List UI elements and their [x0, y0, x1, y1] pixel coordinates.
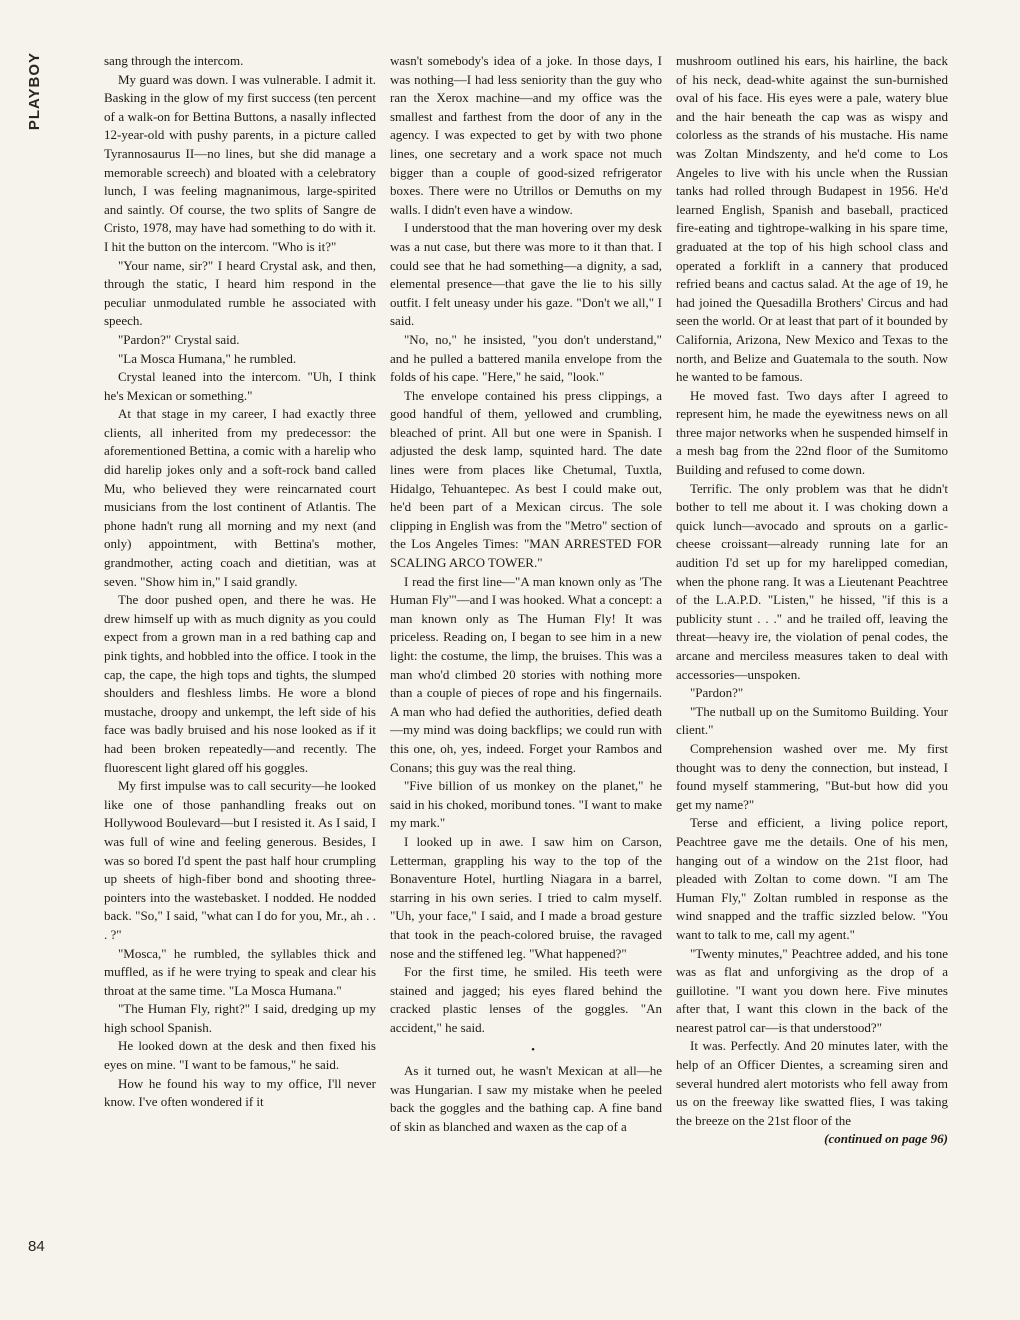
text-column-3	[676, 52, 948, 1302]
paragraph: I understood that the man hovering over my desk was a nut case, but there was more to it than that. I could see that he had something—a dignity, a sad, elemental presence—that gave the lie to his silly outfit. I felt uneasy under his gaze. "Don't we all," I said.	[390, 220, 662, 329]
paragraph: For the first time, he smiled. His teeth were stained and jagged; his eyes flared behind the cracked plastic lenses of the goggles. "An accident," he said.	[390, 964, 662, 1035]
paragraph: I read the first line—"A man known only as 'The Human Fly'"—and I was hooked. What a concept: a man known only as The Human Fly! It was priceless. Reading on, I began to see him in a new light: the costume, the limp, the bruises. This was a man who'd climbed 20 stories with nothing more than a couple of pieces of rope and his fingernails. A man who had defied the authorities, defied death—my mind was doing backflips; we could run with this one, oh, yes, indeed. Forget your Rambos and Conans; this guy was the real thing.	[390, 573, 662, 775]
paragraph: Comprehension washed over me. My first thought was to deny the connection, but instead, I found myself stammering, "But-but how did you get my name?"	[676, 740, 948, 812]
paragraph: sang through the intercom.	[104, 53, 244, 68]
paragraph: "Pardon?"	[690, 685, 744, 701]
paragraph: Crystal leaned into the intercom. "Uh, I think he's Mexican or something."	[104, 369, 376, 403]
paragraph: As it turned out, he wasn't Mexican at all—he was Hungarian. I saw my mistake when he peeled back the goggles and the bathing cap. A fine band of skin as blanched and waxen as the cap of a	[390, 1063, 662, 1134]
magazine-name: PLAYBOY	[26, 52, 43, 131]
section-break: •	[531, 1044, 535, 1057]
paragraph: "Your name, sir?" I heard Crystal ask, and then, through the static, I heard him respond in the peculiar unmodulated rumble he associated with speech.	[104, 257, 376, 329]
paragraph: My first impulse was to call security—he looked like one of those panhandling freaks out on Hollywood Boulevard—but I resisted it. As I said, I was full of wine and feeling generous. Besides, I was so bored I'd spent the past half hour crumpling up sheets of high-fiber bond and shooting three-pointers into the wastebasket. I nodded. He nodded back. "So," I said, "what can I do for you, Mr., ah . . . ?"	[104, 778, 376, 942]
paragraph: He looked down at the desk and then fixed his eyes on mine. "I want to be famous," he said.	[104, 1038, 376, 1073]
paragraph: Terse and efficient, a living police report, Peachtree gave me the details. One of his men, hanging out of a window on the 21st floor, had pleaded with Zoltan to come down. "I am The Human Fly," Zoltan rumbled in response as the wind snapped and the traffic sizzled below. "You want to talk to me, call my agent."	[676, 815, 948, 942]
continued-notice: (continued on page 96)	[824, 1131, 948, 1147]
paragraph: "The Human Fly, right?" I said, dredging up my high school Spanish.	[104, 1001, 376, 1035]
text-column-2	[390, 52, 662, 1302]
paragraph: He moved fast. Two days after I agreed to represent him, he made the eyewitness news on all three major networks when he suspended himself in a mesh bag from the 22nd floor of the Sumitomo Building and refused to come down.	[676, 387, 948, 478]
paragraph: "Five billion of us monkey on the planet," he said in his choked, moribund tones. "I want to make my mark."	[390, 778, 662, 831]
paragraph: At that stage in my career, I had exactly three clients, all inherited from my predecessor: the aforementioned Bettina, a comic with a harelip who did harelip jokes only and a soft-rock band called Mu, who believed they were reincarnated court musicians from the lost continent of Atlantis. The phone hadn't rung all morning and my next (and only) appointment, with Bettina's mother, grandmother, acting coach and dietitian, was at seven. "Show him in," I said grandly.	[104, 406, 376, 589]
paragraph: "The nutball up on the Sumitomo Building. Your client."	[676, 703, 948, 738]
paragraph: "Mosca," he rumbled, the syllables thick and muffled, as if he were trying to speak and clear his throat at the same time. "La Mosca Humana."	[104, 945, 376, 998]
paragraph: "Twenty minutes," Peachtree added, and his tone was as flat and unforgiving as the drop of a guillotine. "I want you down here. Five minutes after that, I want this clown in the back of the nearest patrol car—is that understood?"	[676, 945, 948, 1035]
paragraph: The door pushed open, and there he was. He drew himself up with as much dignity as you could expect from a grown man in a red bathing cap and pink tights, and hobbled into the office. I took in the cap, the cape, the high tops and tights, the slumped shoulders and fleshless limbs. He wore a blond mustache, droopy and unkempt, the left side of his face was badly bruised and his nose looked as if it had been broken repeatedly—and recently. The fluorescent light glared off his goggles.	[104, 592, 376, 775]
paragraph: The envelope contained his press clippings, a good handful of them, yellowed and crumbling, bleached of print. All but one were in Spanish. I adjusted the desk lamp, squinted hard. The date lines were from places like Chetumal, Tuxtla, Hidalgo, Tehuantepec. As best I could make out, he'd been part of a Mexican circus. The sole clipping in English was from the "Metro" section of the Los Angeles Times: "MAN ARRESTED FOR SCALING ARCO TOWER."	[390, 387, 662, 571]
paragraph: "La Mosca Humana," he rumbled.	[118, 350, 297, 366]
page-number: 84	[28, 1238, 45, 1255]
paragraph: Terrific. The only problem was that he didn't bother to tell me about it. I was choking down a quick lunch—avocado and sprouts on a garlic-cheese croissant—already running late for an audition I'd set up for my harelipped comedian, when the phone rang. It was a Lieutenant Peachtree of the L.A.P.D. "Listen," he hissed, "if this is a publicity stunt . . ." and he trailed off, leaving the threat—heavy ire, the violation of penal codes, the arcane and merciless measures taken to deal with accessories—unspoken.	[676, 480, 948, 682]
paragraph: "Pardon?" Crystal said.	[118, 331, 240, 347]
paragraph: It was. Perfectly. And 20 minutes later, with the help of an Officer Dientes, a screaming siren and several hundred alert motorists who fell away from us on the freeway like swatted flies, I was taking the breeze on the 21st floor of the	[676, 1038, 948, 1128]
paragraph: How he found his way to my office, I'll never know. I've often wondered if it	[104, 1075, 376, 1110]
paragraph: I looked up in awe. I saw him on Carson, Letterman, grappling his way to the top of the Bonaventure Hotel, hurtling Niagara in a barrel, starring in his own series. I tried to calm myself. "Uh, your face," I said, and I made a broad gesture that took in the peach-colored bruise, the ravaged nose and the stiffened leg. "What happened?"	[390, 833, 662, 961]
paragraph: wasn't somebody's idea of a joke. In those days, I was nothing—I had less seniority than the guy who ran the Xerox machine—and my office was the smallest and farthest from the door of any in the agency. I was expected to get by with two phone lines, one secretary and a work space not much bigger than a couple of good-sized refrigerator boxes. There were no Utrillos or Demuths on my walls. I didn't even have a window.	[390, 53, 662, 217]
paragraph: mushroom outlined his ears, his hairline, the back of his neck, dead-white against the sun-burnished oval of his face. His eyes were a pale, watery blue and the hair beneath the cap was as wispy and colorless as the strands of his mustache. His name was Zoltan Mindszenty, and he'd come to Los Angeles to live with his uncle when the Russian tanks had rolled through Budapest in 1956. He'd learned English, Spanish and baseball, practiced fire-eating and tightrope-walking in his spare time, graduated at the top of his high school class and operated a forklift in a cannery that produced refried beans and cactus salad. At the age of 19, he had joined the Quesadilla Brothers' Circus and had seen the world. Or at least that part of it bounded by California, Arizona, New Mexico and Texas to the north, and Belize and Guatemala to the south. Now he wanted to be famous.	[676, 53, 948, 385]
text-column-1	[104, 52, 376, 1302]
paragraph: "No, no," he insisted, "you don't understand," and he pulled a battered manila envelope from the folds of his cape. "Here," he said, "look."	[390, 331, 662, 385]
paragraph: My guard was down. I was vulnerable. I admit it. Basking in the glow of my first success (ten percent of a walk-on for Bettina Buttons, a nasally inflected 12-year-old with pushy parents, in a picture called Tyrannosaurus II—no lines, but she did manage a memorable screech) and bloated with a celebratory lunch, I was feeling magnanimous, large-spirited and saintly. Of course, the two splits of Sangre de Cristo, 1978, may have had something to do with it. I hit the button on the intercom. "Who is it?"	[104, 71, 376, 254]
